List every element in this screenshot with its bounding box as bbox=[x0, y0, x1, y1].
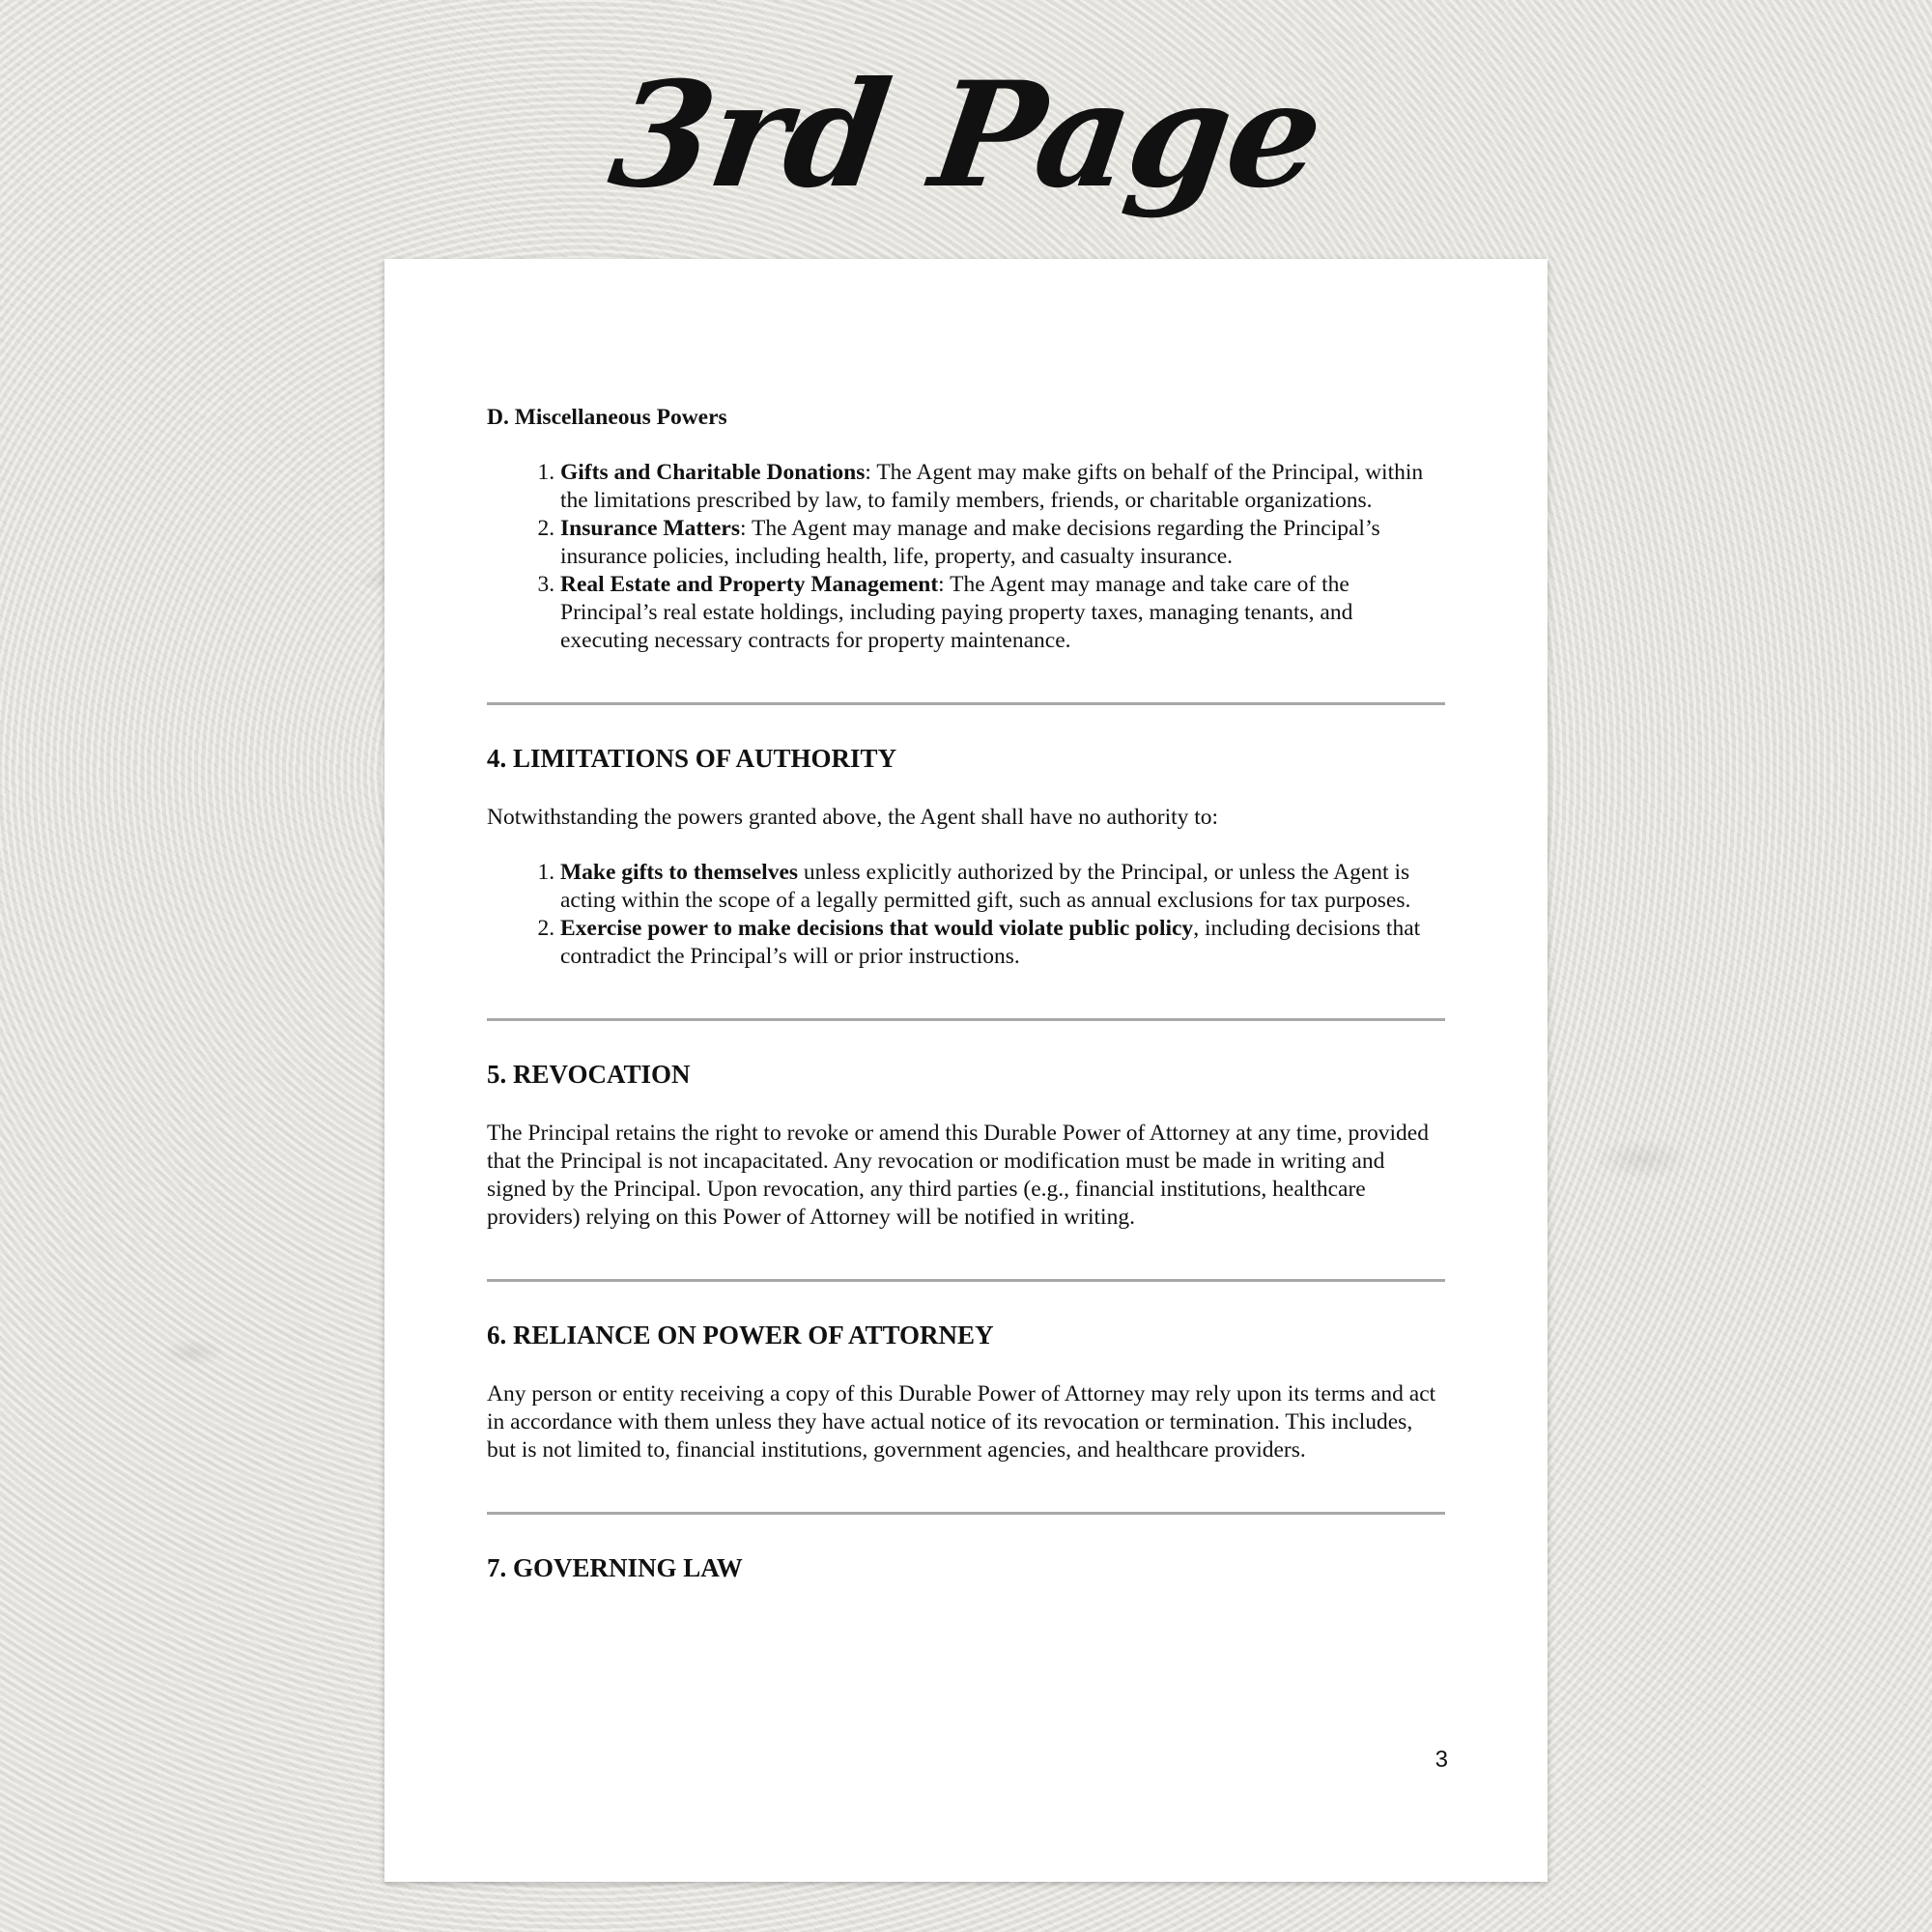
misc-powers-heading: D. Miscellaneous Powers bbox=[487, 405, 727, 430]
page-number: 3 bbox=[1435, 1747, 1448, 1773]
list-item-lead: Exercise power to make decisions that would violate public policy bbox=[560, 916, 1194, 941]
list-item-text: : The Agent may manage and take care of the Principal’s real estate holdings, including paying property taxes, managing tenants, and executing necessary contracts for property maintenance. bbox=[560, 572, 1353, 653]
list-item bbox=[560, 459, 1445, 515]
list-item bbox=[560, 515, 1445, 571]
section-heading-limitations: 4. LIMITATIONS OF AUTHORITY bbox=[487, 744, 897, 773]
page-title-script: 3rd Page bbox=[601, 50, 1331, 220]
list-item-text: unless explicitly authorized by the Principal, or unless the Agent is acting within the scope of a legally permitted gift, such as annual exclusions for tax purposes. bbox=[560, 860, 1411, 913]
section-heading-governing-law: 7. GOVERNING LAW bbox=[487, 1553, 743, 1582]
list-item-lead: Gifts and Charitable Donations bbox=[560, 460, 866, 485]
section-heading-revocation: 5. REVOCATION bbox=[487, 1060, 691, 1089]
list-item-lead: Insurance Matters bbox=[560, 516, 741, 541]
list-item-text: : The Agent may make gifts on behalf of the Principal, within the limitations prescribed by law, to family members, friends, or charitable organizations. bbox=[560, 460, 1424, 513]
section-divider bbox=[487, 1512, 1445, 1515]
list-item bbox=[560, 859, 1445, 915]
list-item-text: , including decisions that contradict the Principal’s will or prior instructions. bbox=[560, 916, 1421, 969]
section-body: Any person or entity receiving a copy of this Durable Power of Attorney may rely upon its terms and act in accordance with them unless they have actual notice of its revocation or termination. This includes, but is not limited to, financial institutions, government agencies, and healthcare providers. bbox=[487, 1381, 1436, 1463]
list-item-lead: Real Estate and Property Management bbox=[560, 572, 939, 597]
list-item bbox=[560, 915, 1445, 971]
document-page bbox=[384, 259, 1548, 1882]
section-divider bbox=[487, 1279, 1445, 1282]
document-content bbox=[487, 404, 1445, 1613]
section-divider bbox=[487, 1018, 1445, 1021]
list-item bbox=[560, 571, 1445, 655]
list-item-text: : The Agent may manage and make decisions regarding the Principal’s insurance policies, including health, life, property, and casualty insurance. bbox=[560, 516, 1380, 569]
section-heading-reliance: 6. RELIANCE ON POWER OF ATTORNEY bbox=[487, 1321, 994, 1350]
limitations-list bbox=[487, 859, 1445, 971]
section-intro: Notwithstanding the powers granted above, the Agent shall have no authority to: bbox=[487, 805, 1219, 830]
section-divider bbox=[487, 702, 1445, 705]
list-item-lead: Make gifts to themselves bbox=[560, 860, 799, 885]
misc-powers-list bbox=[487, 459, 1445, 655]
section-body: The Principal retains the right to revoke or amend this Durable Power of Attorney at any time, provided that the Principal is not incapacitated. Any revocation or modification must be made in writing and signed by the Principal. Upon revocation, any third parties (e.g., financial institutions, healthcare providers) relying on this Power of Attorney will be notified in writing. bbox=[487, 1121, 1429, 1230]
